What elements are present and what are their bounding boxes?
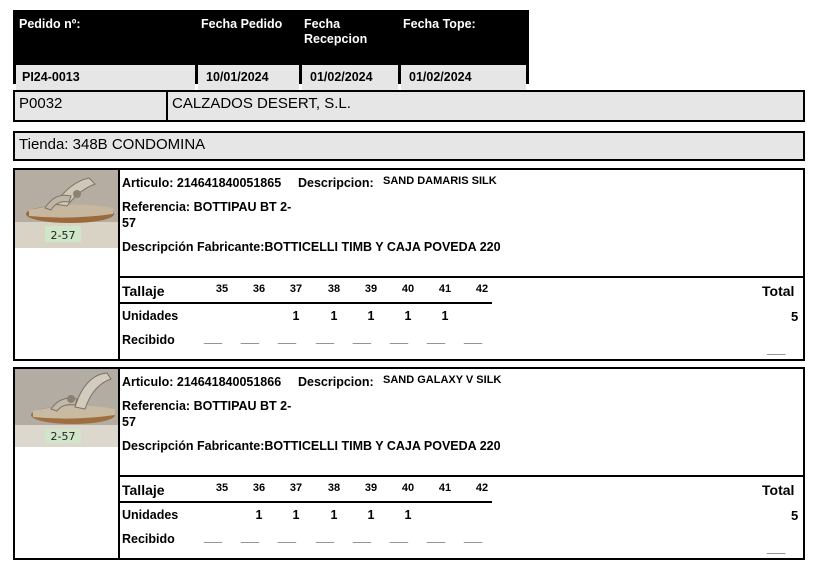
- recibido-label: Recibido: [122, 333, 175, 347]
- fecha-tope-value: 01/02/2024: [401, 65, 526, 91]
- reference-line: Referencia: BOTTIPAU BT 2-: [122, 399, 292, 413]
- reference-value-cont: 57: [122, 216, 136, 230]
- product-photo: [15, 170, 118, 248]
- reference-line: Referencia: BOTTIPAU BT 2-: [122, 200, 292, 214]
- store-label: Tienda: 348B CONDOMINA: [19, 136, 206, 153]
- total-value: 5: [791, 309, 799, 324]
- units-cell: 1: [255, 508, 263, 522]
- description-label: Descripcion:: [298, 176, 374, 190]
- received-blank: ___: [315, 532, 335, 544]
- divider: [118, 475, 803, 477]
- size-cell: 37: [289, 283, 303, 295]
- size-cell: 40: [401, 482, 415, 494]
- size-cell: 38: [327, 283, 341, 295]
- size-cell: 40: [401, 283, 415, 295]
- supplier-bar: [13, 90, 805, 122]
- total-label: Total: [762, 482, 795, 498]
- fecha-recepcion-value: 01/02/2024: [302, 65, 398, 91]
- manufacturer-line: Descripción Fabricante:BOTTICELLI TIMB Y CAJA POVEDA 220: [122, 240, 501, 254]
- pedido-label: Pedido nº:: [19, 17, 81, 31]
- article-card: [13, 367, 805, 560]
- tallaje-label: Tallaje: [122, 283, 165, 299]
- order-header: [13, 10, 529, 84]
- units-cell: 1: [404, 508, 412, 522]
- reference-value-cont: 57: [122, 415, 136, 429]
- product-photo: [15, 369, 118, 447]
- description-value: SAND DAMARIS SILK: [383, 175, 497, 187]
- units-cell: 1: [330, 508, 338, 522]
- article-image-cell: [15, 369, 120, 558]
- total-received-blank: ___: [767, 543, 786, 555]
- article-card: [13, 168, 805, 361]
- manufacturer-value: BOTTICELLI TIMB Y CAJA POVEDA 220: [264, 240, 501, 254]
- received-blank: ___: [203, 333, 223, 345]
- received-blank: ___: [352, 333, 372, 345]
- units-cell: 1: [404, 309, 412, 323]
- article-image-cell: [15, 170, 120, 359]
- size-cell: 36: [252, 482, 266, 494]
- divider: [119, 302, 492, 304]
- article-code-line: Articulo: 214641840051866: [122, 375, 282, 389]
- article-code: 214641840051866: [176, 375, 282, 389]
- received-blank: ___: [389, 532, 409, 544]
- recibido-label: Recibido: [122, 532, 175, 546]
- product-tag: 2-57: [50, 229, 76, 242]
- article-code-line: Articulo: 214641840051865: [122, 176, 282, 190]
- units-cell: 1: [292, 508, 300, 522]
- reference-value: BOTTIPAU BT 2-: [193, 399, 292, 413]
- received-blank: ___: [352, 532, 372, 544]
- total-received-blank: ___: [767, 344, 786, 356]
- fecha-pedido-label: Fecha Pedido: [201, 17, 283, 31]
- received-blank: ___: [240, 532, 260, 544]
- size-cell: 39: [364, 482, 378, 494]
- units-cell: 1: [367, 309, 375, 323]
- store-bar: [13, 131, 805, 161]
- fecha-tope-label: Fecha Tope:: [403, 17, 476, 31]
- tallaje-label: Tallaje: [122, 482, 165, 498]
- total-label: Total: [762, 283, 795, 299]
- unidades-label: Unidades: [122, 309, 179, 323]
- supplier-code: P0032: [19, 95, 63, 112]
- received-blank: ___: [389, 333, 409, 345]
- received-blank: ___: [463, 532, 483, 544]
- fecha-recepcion-label: Fecha Recepcion: [304, 17, 368, 46]
- received-blank: ___: [240, 333, 260, 345]
- fecha-pedido-value: 10/01/2024: [198, 65, 299, 91]
- manufacturer-line: Descripción Fabricante:BOTTICELLI TIMB Y CAJA POVEDA 220: [122, 439, 501, 453]
- size-cell: 42: [475, 482, 489, 494]
- received-blank: ___: [277, 532, 297, 544]
- article-code: 214641840051865: [176, 176, 282, 190]
- units-cell: 1: [441, 309, 449, 323]
- units-cell: 1: [367, 508, 375, 522]
- size-cell: 41: [438, 482, 452, 494]
- received-blank: ___: [315, 333, 335, 345]
- units-cell: 1: [292, 309, 300, 323]
- received-blank: ___: [203, 532, 223, 544]
- received-blank: ___: [277, 333, 297, 345]
- size-cell: 37: [289, 482, 303, 494]
- size-cell: 42: [475, 283, 489, 295]
- product-tag: 2-57: [50, 430, 76, 443]
- size-cell: 39: [364, 283, 378, 295]
- divider: [119, 501, 492, 503]
- manufacturer-value: BOTTICELLI TIMB Y CAJA POVEDA 220: [264, 439, 501, 453]
- description-value: SAND GALAXY V SILK: [383, 374, 502, 386]
- received-blank: ___: [426, 333, 446, 345]
- size-cell: 36: [252, 283, 266, 295]
- received-blank: ___: [426, 532, 446, 544]
- pedido-value: PI24-0013: [16, 65, 195, 91]
- received-blank: ___: [463, 333, 483, 345]
- size-cell: 35: [215, 482, 229, 494]
- size-cell: 35: [215, 283, 229, 295]
- size-cell: 41: [438, 283, 452, 295]
- supplier-divider: [166, 92, 168, 120]
- total-value: 5: [791, 508, 799, 523]
- unidades-label: Unidades: [122, 508, 179, 522]
- reference-value: BOTTIPAU BT 2-: [193, 200, 292, 214]
- size-cell: 38: [327, 482, 341, 494]
- divider: [118, 276, 803, 278]
- description-label: Descripcion:: [298, 375, 374, 389]
- supplier-name: CALZADOS DESERT, S.L.: [172, 95, 351, 112]
- units-cell: 1: [330, 309, 338, 323]
